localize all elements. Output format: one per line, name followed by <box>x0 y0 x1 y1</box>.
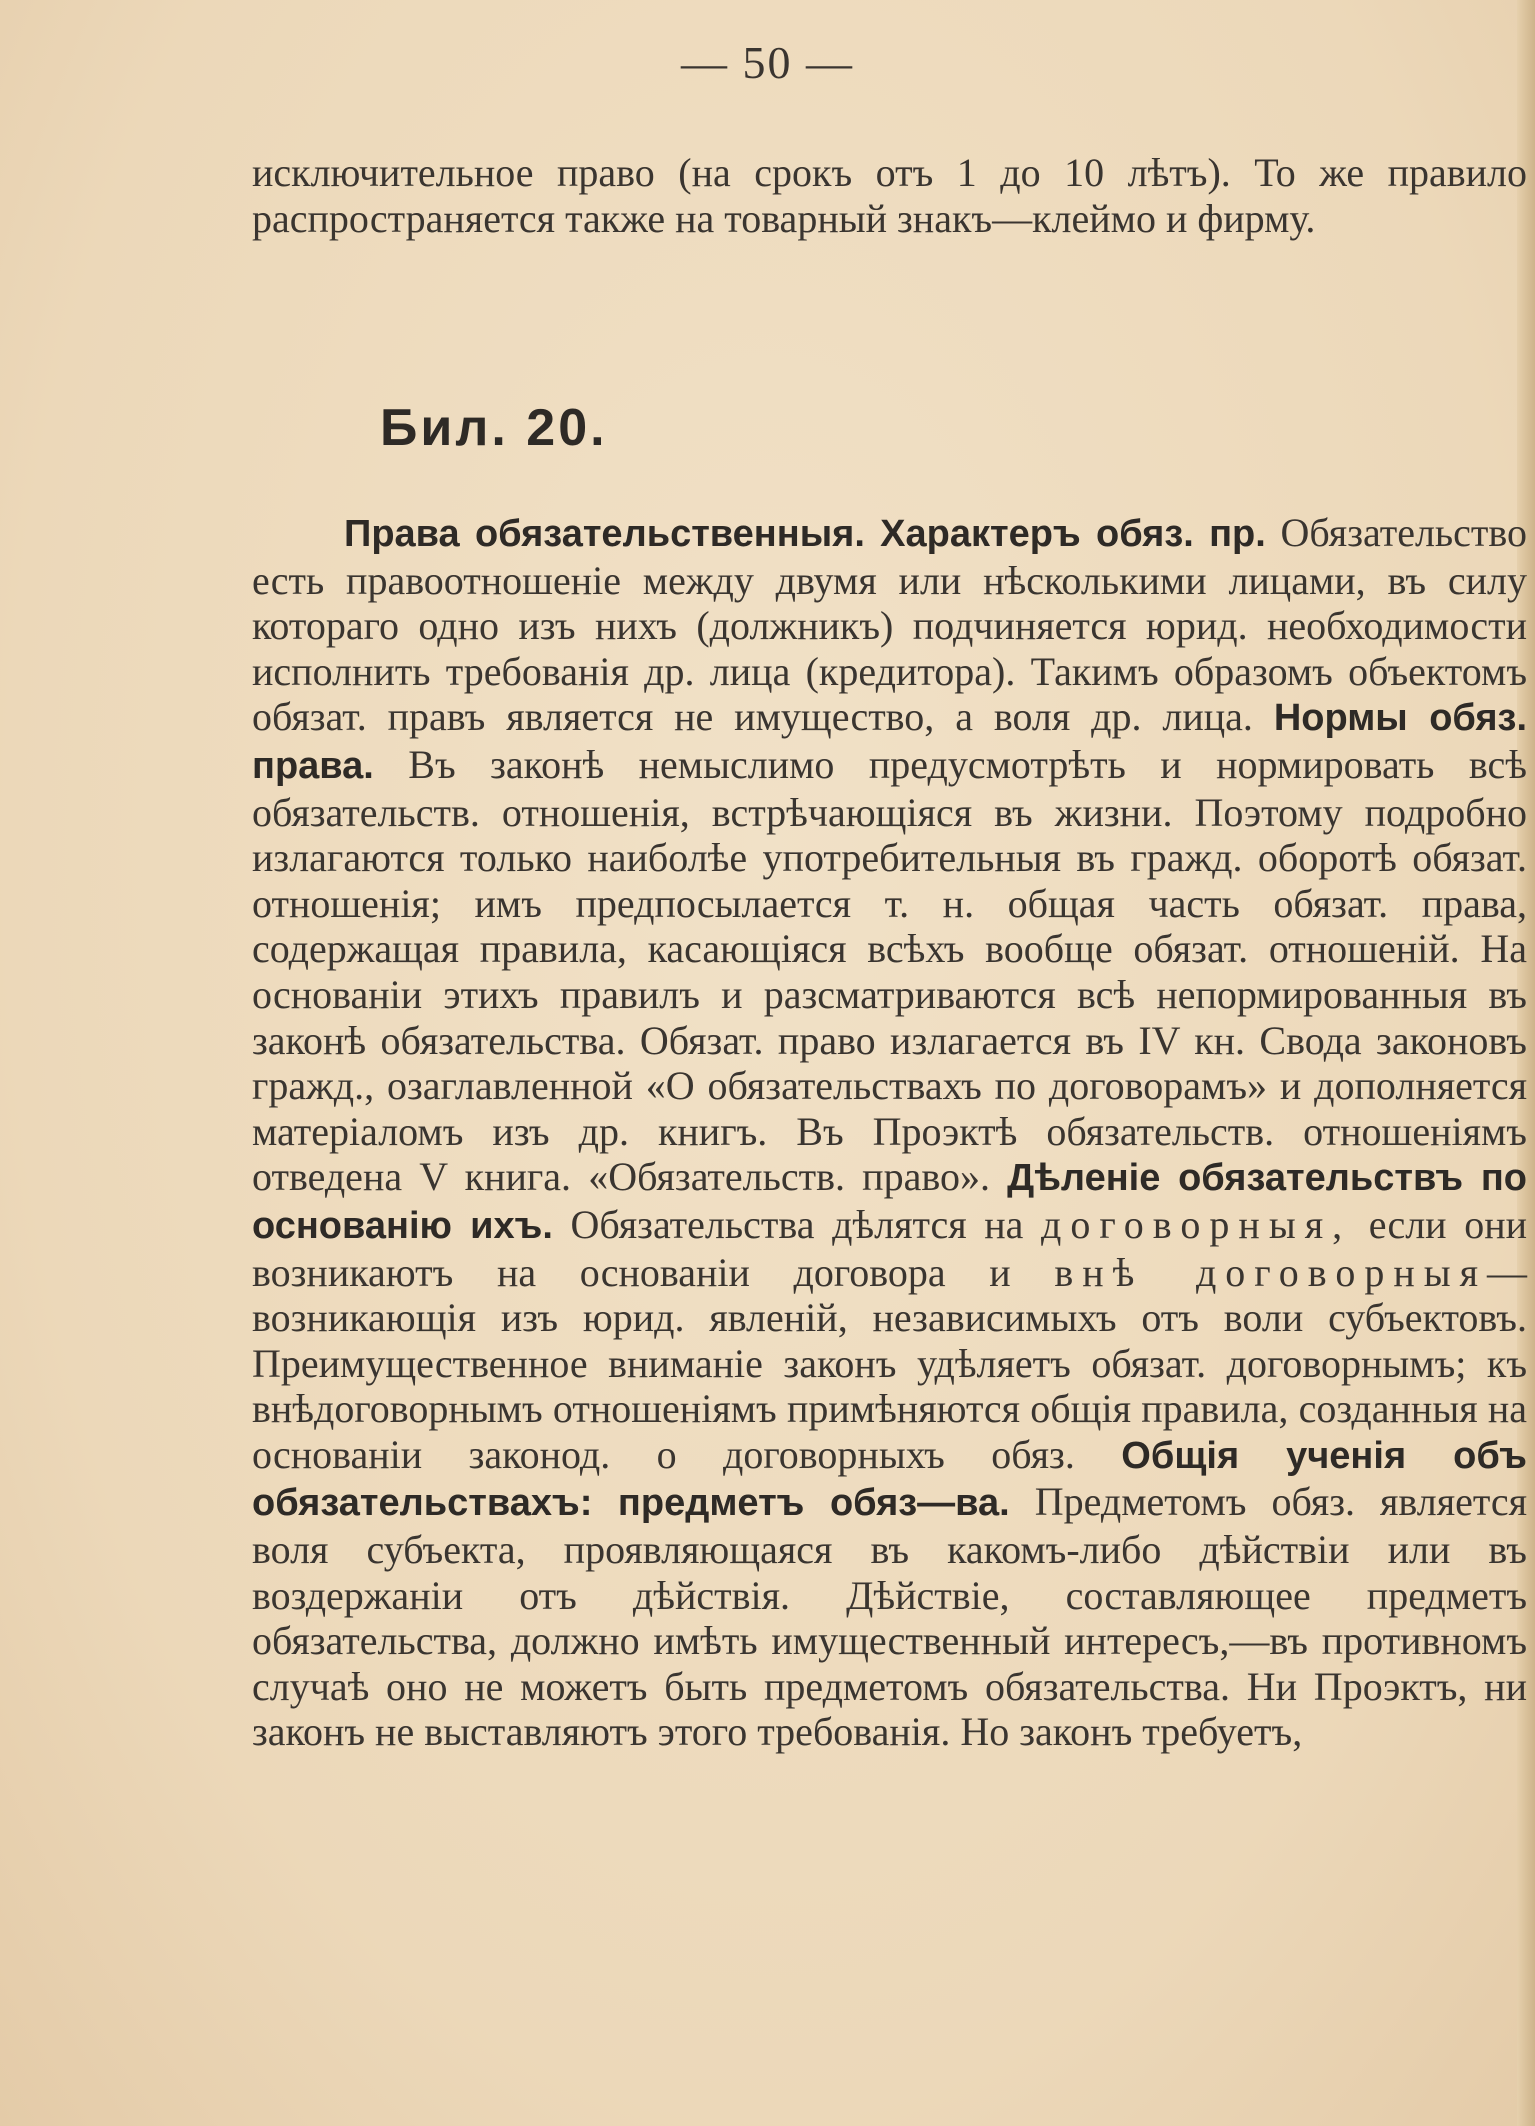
continued-paragraph: исключительное право (на срокъ отъ 1 до 10 лѣтъ). То же правило распространяется также на товарный знакъ—клеймо и фирму. <box>252 150 1527 241</box>
body-text: Предметомъ обяз. является воля субъекта, проявляющаяся въ какомъ-либо дѣйствіи или въ воздержаніи отъ дѣйствія. Дѣйствіе, составляющее предметъ обязательства, должно имѣть имущественный интересъ,—въ противномъ случаѣ оно не можетъ быть предметомъ обязательства. Ни Проэктъ, ни законъ не выставляютъ этого требованія. Но законъ требуетъ, <box>252 1479 1527 1755</box>
spaced-term-contractual: договорныя, <box>1041 1201 1352 1247</box>
bold-term-general-doctrine: Общія ученія объ обязательствахъ: предметъ обяз—ва. <box>252 1434 1527 1525</box>
body-text: Обязательства дѣлятся на <box>552 1201 1042 1247</box>
ticket-heading: Бил. 20. <box>380 399 608 457</box>
main-paragraph <box>252 510 1527 1755</box>
bold-term-characteristic: Права обязательственныя. Характеръ обяз. пр. <box>344 513 1266 555</box>
body-text: если они возникаютъ на основаніи договора и <box>252 1201 1528 1295</box>
body-text: Въ законѣ немыслимо предусмотрѣть и нормировать всѣ обязательств. отношенія, встрѣчающіяся въ жизни. Поэтому подробно излагаются только наиболѣе употребительныя въ гражд. оборотѣ обязат. отношенія; имъ предпосылается т. н. общая часть обязат. права, содержащая правила, касающіяся всѣхъ вообще обязат. отношеній. На основаніи этихъ правилъ и разсматриваются всѣ непормированныя въ законѣ обязательства. Обязат. право излагается въ IV кн. Свода законовъ гражд., озаглавленной «О обязательствахъ по договорамъ» и дополняется матеріаломъ изъ др. книгъ. Въ Проэктѣ обязательств. отношеніямъ отведена V книга. «Обязательств. право». <box>252 741 1527 1200</box>
page-number: — 50 — <box>681 37 854 88</box>
body-text: —возникающія изъ юрид. явленій, независимыхъ отъ воли субъектовъ. Преимущественное вниманіе законъ удѣляетъ обязат. договорнымъ; къ внѣдоговорнымъ отношеніямъ примѣняются общія правила, созданныя на основаніи законод. о договорныхъ обяз. <box>252 1249 1527 1477</box>
bold-term-norms: Нормы обяз. права. <box>252 697 1528 787</box>
spaced-term-noncontractual: внѣ договорныя <box>1054 1249 1487 1295</box>
body-text: Обязательство есть правоотношеніе между двумя или нѣсколькими лицами, въ силу котораго одно изъ нихъ (должникъ) подчиняется юрид. необходимости исполнить требованія др. лица (кредитора). Такимъ образомъ объектомъ обязат. правъ является не имущество, а воля др. лица. <box>252 510 1527 740</box>
bold-term-division: Дѣленіе обязательствъ по основанію ихъ. <box>252 1157 1527 1247</box>
